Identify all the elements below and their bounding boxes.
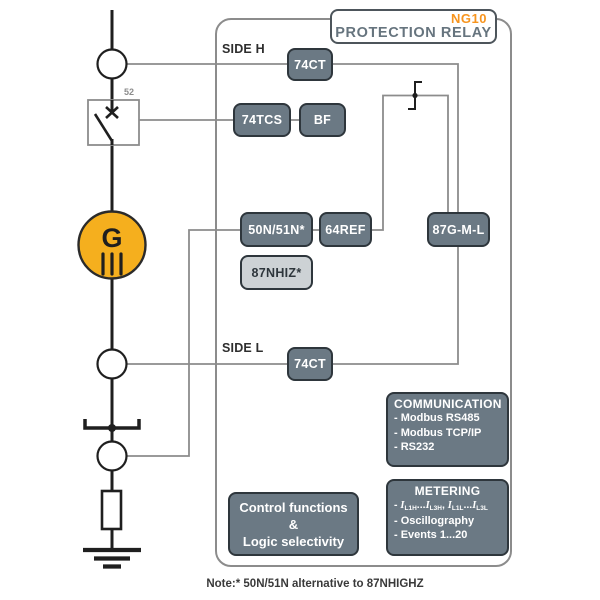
ct-symbol-neutral [98,442,127,471]
metering-item: - Oscillography [394,514,475,527]
relay-title: PROTECTION RELAY [335,24,492,41]
generator-letter: G [101,223,123,253]
block-64ref: 64REF [319,212,372,247]
side-l-label: SIDE L [222,341,264,355]
communication-item: - RS232 [394,441,435,454]
communication-panel [386,392,509,467]
breaker-label: 52 [124,87,135,97]
block-87g-m-l: 87G-M-L [427,212,490,247]
communication-item: - Modbus TCP/IP [394,426,482,439]
metering-panel [386,479,509,556]
control-functions-panel [228,492,359,556]
relay-title-box [330,9,497,44]
communication-item: - Modbus RS485 [394,412,480,424]
relay-model: NG10 [451,11,487,27]
footnote: Note:* 50N/51N alternative to 87NHIGHZ [206,578,424,590]
side-h-label: SIDE H [222,42,265,56]
block-74tcs: 74TCS [233,103,291,137]
block-87nhiz: 87NHIZ* [240,255,313,290]
resistor-symbol [102,491,121,529]
block-50n-51n: 50N/51N* [240,212,313,247]
neutral-junction-dot [108,424,116,432]
ct-symbol-side-l [98,350,127,379]
control-line: Logic selectivity [242,534,345,550]
metering-item: - Events 1...20 [394,529,468,542]
control-line: Control functions [239,499,348,515]
block-74ct-side-l: 74CT [287,347,333,381]
block-bf: BF [299,103,346,137]
block-74ct-side-h: 74CT [287,48,333,81]
communication-title: COMMUNICATION [394,397,502,411]
ct-symbol-side-h [98,50,127,79]
metering-currents: - $I_{L1H}...I_{L3H}$, $I_{L1L}...I_{L3L}$ [394,499,488,512]
control-line: & [288,516,299,532]
ground-symbol [83,550,141,567]
metering-title: METERING [414,484,481,498]
